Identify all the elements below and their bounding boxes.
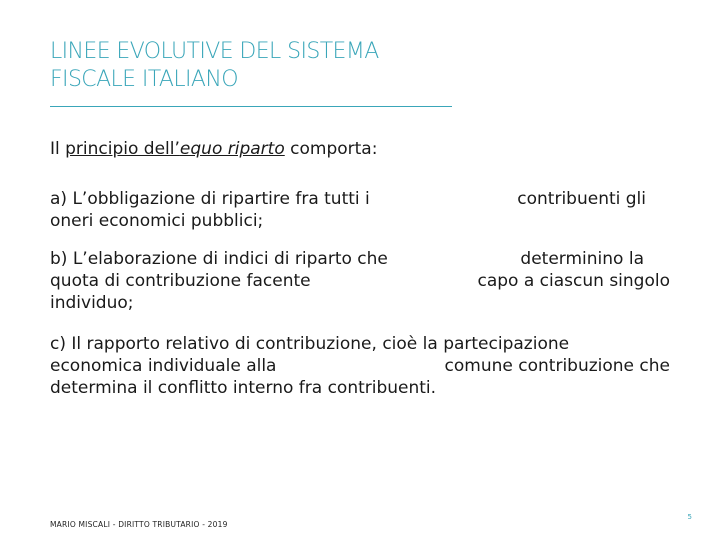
slide-title-line-1: LINEE EVOLUTIVE DEL SISTEMA bbox=[50, 39, 379, 64]
point-a bbox=[50, 188, 670, 232]
point-b-line-2-right: capo a ciascun singolo bbox=[477, 271, 670, 291]
point-a-line-2: oneri economici pubblici; bbox=[50, 211, 264, 231]
point-b-line-3: individuo; bbox=[50, 293, 134, 313]
point-c-line-2-right: comune contribuzione che bbox=[444, 356, 670, 376]
page-number: 5 bbox=[687, 513, 692, 521]
intro-underlined-text bbox=[65, 139, 285, 159]
point-a-line-1 bbox=[50, 188, 670, 210]
point-b-line-2-left: quota di contribuzione facente bbox=[50, 271, 311, 291]
slide-title bbox=[50, 38, 470, 94]
point-c-line-3: determina il conflitto interno fra contribuenti. bbox=[50, 378, 437, 398]
footer-author-course: MARIO MISCALI - DIRITTO TRIBUTARIO - 2019 bbox=[50, 520, 228, 529]
intro-principle-text: principio dell’ bbox=[65, 139, 180, 159]
intro-sentence bbox=[50, 138, 377, 160]
point-c-line-2-left: economica individuale alla bbox=[50, 356, 277, 376]
slide-title-line-2: FISCALE ITALIANO bbox=[50, 67, 238, 92]
point-a-line-1-right: contribuenti gli bbox=[517, 189, 646, 209]
intro-equo-riparto: equo riparto bbox=[179, 139, 285, 159]
point-c-line-2 bbox=[50, 355, 670, 377]
point-a-line-1-left: a) L’obbligazione di ripartire fra tutti i bbox=[50, 189, 370, 209]
point-b-line-1-right: determinino la bbox=[520, 249, 644, 269]
point-b-line-2 bbox=[50, 270, 670, 292]
point-b bbox=[50, 248, 670, 314]
point-c bbox=[50, 333, 670, 399]
intro-prefix: Il bbox=[50, 139, 66, 159]
point-b-line-1-left: b) L’elaborazione di indici di riparto che bbox=[50, 249, 388, 269]
title-divider bbox=[50, 106, 452, 107]
point-b-line-1 bbox=[50, 248, 670, 270]
intro-suffix: comporta: bbox=[284, 139, 378, 159]
point-c-line-1: c) Il rapporto relativo di contribuzione, cioè la partecipazione bbox=[50, 334, 570, 354]
